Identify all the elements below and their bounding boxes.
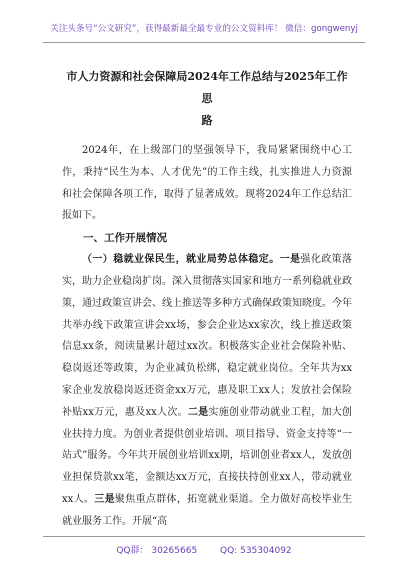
header-promo: 关注头条号“公文研究”，获得最新最全最专业的公文资料库！ 微信：gongwenyj bbox=[50, 24, 358, 34]
point-one-text: 强化政策落实，助力企业稳岗扩岗。深入贯彻落实国家和地方一系列稳就业政策，通过政策宣讲会、线上推送等多种方式确保政策知晓度。今年共举办线下政策宣讲会xx场，参会企业达xx家次，线上推送政策信息xx条，阅读量累计超过xx次。积极落实企业社会保险补贴、稳岗返还等政策，为企业减负松绑，稳定就业岗位。全年共为xx家企业发放稳岗返还资金xx万元，惠及职工xx人；发放社会保险补贴xx万元，惠及xx人次。 bbox=[62, 254, 353, 418]
point-three-label: 三是 bbox=[94, 493, 115, 505]
footer-contacts bbox=[0, 543, 408, 556]
footer-qq-group: QQ群： 30265665 bbox=[116, 546, 198, 556]
subsection-heading: （一）稳就业保民生，就业局势总体稳定。 bbox=[82, 254, 280, 266]
intro-paragraph: 2024年，在上级部门的坚强领导下，我局紧紧围绕中心工作，秉持“民生为本、人才优先”的工作主线，扎实推进人力资源和社会保障各项工作，取得了显著成效。现将2024年工作总结汇报如下。 bbox=[62, 145, 352, 222]
title-line-2: 路 bbox=[201, 114, 213, 127]
footer-divider bbox=[43, 536, 365, 537]
point-one-label: 一是 bbox=[279, 254, 301, 266]
point-two-label: 二是 bbox=[187, 406, 209, 418]
body-paragraph bbox=[62, 249, 352, 532]
footer-qq: QQ: 535304092 bbox=[220, 546, 292, 556]
header-divider bbox=[43, 42, 365, 43]
document-title bbox=[62, 66, 352, 132]
section-heading: 一、工作开展情况 bbox=[83, 232, 167, 245]
title-line-1: 市人力资源和社会保障局2024年工作总结与2025年工作思 bbox=[66, 70, 348, 105]
point-two-text: 实施创业带动就业工程，加大创业扶持力度。为创业者提供创业培训、项目指导、资金支持等“一站式”服务。今年共开展创业培训xx期，培训创业者xx人，发放创业担保贷款xx笔，金额达xx万元，直接扶持创业xx人，带动就业xx人。 bbox=[62, 406, 353, 505]
document-body bbox=[62, 60, 352, 533]
point-three-text: 聚焦重点群体，拓宽就业渠道。全力做好高校毕业生就业服务工作。开展“高 bbox=[62, 493, 353, 527]
